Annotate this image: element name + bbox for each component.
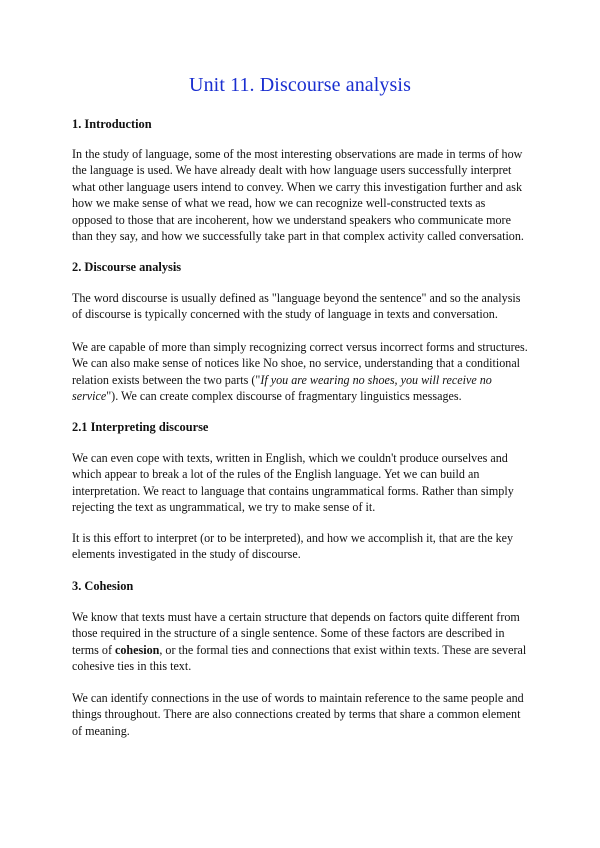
section-heading-introduction: 1. Introduction [72,117,152,131]
paragraph-interpreting-effort: It is this effort to interpret (or to be interpreted), and how we accomplish it, that are the key elements investigated in the study of discourse. [72,531,514,562]
paragraph-discourse-capability [72,339,528,405]
page-title: Unit 11. Discourse analysis [189,74,411,96]
paragraph-text: We are capable of more than simply recognizing correct versus incorrect forms and structures. We can also make sense of notices like No shoe, no service, understanding that a conditional relation exists between the two parts (" [72,340,528,387]
paragraph-text: "). We can create complex discourse of fragmentary linguistics messages. [106,389,462,404]
bold-term: cohesion [115,642,160,657]
paragraph-cohesion-structure [72,609,528,675]
paragraph-discourse-definition: The word discourse is usually defined as "language beyond the sentence" and so the analysis of discourse is typically concerned with the study of language in texts and conversation. [72,291,521,322]
section-heading-cohesion: 3. Cohesion [72,579,134,593]
section-heading-discourse-analysis: 2. Discourse analysis [72,260,182,274]
paragraph-text: , or the formal ties and connections that exist within texts. These are several cohesive ties in this text. [72,642,527,674]
italic-example: If you are wearing no shoes, you will receive no service [72,372,492,404]
paragraph-cohesion-connections: We can identify connections in the use of words to maintain reference to the same people and things throughout. There are also connections created by terms that share a common element of meaning. [72,691,524,738]
section-heading-interpreting-discourse: 2.1 Interpreting discourse [72,420,209,434]
paragraph-introduction: In the study of language, some of the most interesting observations are made in terms of how the language is used. We have already dealt with how language users successfully interpret what other language users intend to convey. When we carry this investigation further and ask how we make sense of what we read, how we can recognize well-constructed texts as opposed to those that are incoherent, how we understand speakers who communicate more than they say, and how we successfully take part in that complex activity called conversation. [72,147,524,244]
paragraph-interpreting: We can even cope with texts, written in English, which we couldn't produce ourselves and which appear to break a lot of the rules of the English language. Yet we can build an interpretation. We react to language that contains ungrammatical forms. Rather than simply rejecting the text as ungrammatical, we try to make sense of it. [72,451,514,515]
paragraph-text: We know that texts must have a certain structure that depends on factors quite different from those required in the structure of a single sentence. Some of these factors are described in terms of [72,610,520,657]
